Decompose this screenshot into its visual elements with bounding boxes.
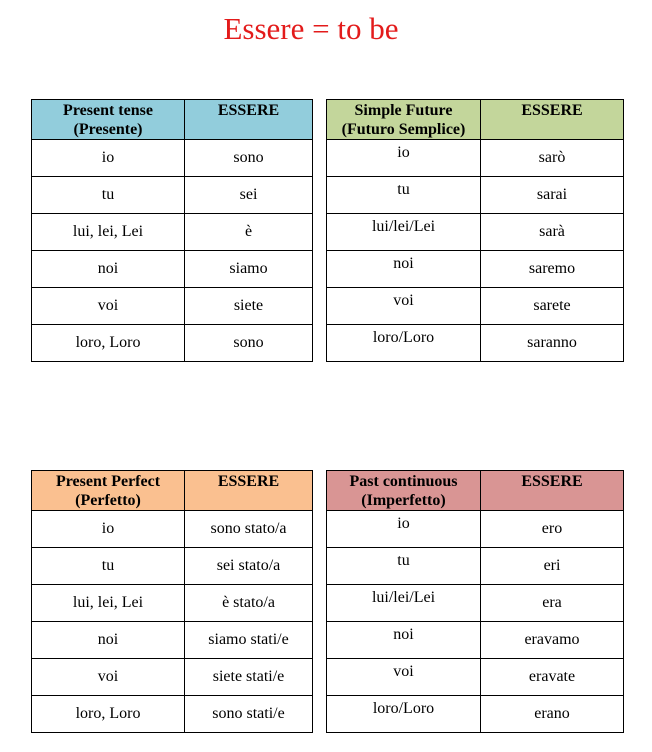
verb-header: ESSERE [481, 100, 624, 140]
tense-italian-name: (Perfetto) [75, 492, 141, 509]
conjugation-cell: era [481, 585, 624, 622]
conjugation-cell: sono stato/a [185, 511, 313, 548]
table-row [32, 288, 313, 325]
table-row [327, 214, 624, 251]
table-row [32, 214, 313, 251]
pronoun-cell: voi [32, 659, 185, 696]
table-row [327, 177, 624, 214]
table-row [327, 325, 624, 362]
tense-italian-name: (Presente) [73, 121, 143, 138]
tense-italian-name: (Imperfetto) [361, 492, 446, 509]
tense-name: Present tense [63, 102, 153, 119]
pronoun-cell: voi [327, 659, 481, 696]
table-row [327, 140, 624, 177]
conjugation-cell: siamo [185, 251, 313, 288]
simple-future-table [326, 99, 624, 362]
pronoun-cell: loro/Loro [327, 325, 481, 362]
conjugation-cell: sono [185, 325, 313, 362]
conjugation-cell: saranno [481, 325, 624, 362]
conjugation-cell: sono stati/e [185, 696, 313, 733]
tense-header [32, 471, 185, 511]
tense-header [327, 471, 481, 511]
conjugation-cell: eravamo [481, 622, 624, 659]
table-header-row [327, 100, 624, 140]
conjugation-cell: saremo [481, 251, 624, 288]
table-header-row [327, 471, 624, 511]
conjugation-cell: siamo stati/e [185, 622, 313, 659]
tense-header [327, 100, 481, 140]
conjugation-cell: eri [481, 548, 624, 585]
table-row [32, 325, 313, 362]
table-row [327, 511, 624, 548]
table-row [327, 585, 624, 622]
table-row [32, 511, 313, 548]
table-row [32, 696, 313, 733]
table-header-row [32, 471, 313, 511]
table-row [327, 251, 624, 288]
pronoun-cell: io [327, 511, 481, 548]
tense-name: Present Perfect [55, 473, 161, 490]
conjugation-cell: è stato/a [185, 585, 313, 622]
conjugation-cell: sei [185, 177, 313, 214]
table-row [32, 177, 313, 214]
table-row [32, 140, 313, 177]
pronoun-cell: io [32, 140, 185, 177]
verb-header: ESSERE [185, 471, 313, 511]
table-row [32, 659, 313, 696]
verb-header: ESSERE [481, 471, 624, 511]
pronoun-cell: lui, lei, Lei [32, 585, 185, 622]
conjugation-cell: sarete [481, 288, 624, 325]
table-row [32, 548, 313, 585]
verb-header: ESSERE [185, 100, 313, 140]
pronoun-cell: tu [327, 177, 481, 214]
pronoun-cell: tu [32, 177, 185, 214]
table-row [327, 659, 624, 696]
table-row [32, 585, 313, 622]
conjugation-cell: sarai [481, 177, 624, 214]
pronoun-cell: lui/lei/Lei [327, 585, 481, 622]
conjugation-cell: ero [481, 511, 624, 548]
pronoun-cell: noi [32, 251, 185, 288]
conjugation-cell: eravate [481, 659, 624, 696]
table-row [327, 696, 624, 733]
pronoun-cell: io [32, 511, 185, 548]
pronoun-cell: lui/lei/Lei [327, 214, 481, 251]
conjugation-cell: sarò [481, 140, 624, 177]
page-title: Essere = to be [223, 11, 399, 46]
conjugation-cell: sono [185, 140, 313, 177]
conjugation-cell: sarà [481, 214, 624, 251]
table-row [327, 622, 624, 659]
conjugation-cell: è [185, 214, 313, 251]
table-row [327, 288, 624, 325]
pronoun-cell: noi [327, 622, 481, 659]
tense-header [32, 100, 185, 140]
present-tense-table [31, 99, 313, 362]
pronoun-cell: loro, Loro [32, 325, 185, 362]
pronoun-cell: noi [327, 251, 481, 288]
pronoun-cell: voi [32, 288, 185, 325]
pronoun-cell: voi [327, 288, 481, 325]
pronoun-cell: loro, Loro [32, 696, 185, 733]
present-perfect-table [31, 470, 313, 733]
pronoun-cell: tu [327, 548, 481, 585]
pronoun-cell: tu [32, 548, 185, 585]
tense-name: Past continuous [349, 473, 458, 490]
table-row [32, 251, 313, 288]
conjugation-cell: siete [185, 288, 313, 325]
conjugation-cell: erano [481, 696, 624, 733]
table-header-row [32, 100, 313, 140]
conjugation-cell: sei stato/a [185, 548, 313, 585]
table-row [327, 548, 624, 585]
tense-italian-name: (Futuro Semplice) [341, 121, 466, 138]
pronoun-cell: io [327, 140, 481, 177]
tense-name: Simple Future [354, 102, 453, 119]
pronoun-cell: lui, lei, Lei [32, 214, 185, 251]
pronoun-cell: noi [32, 622, 185, 659]
pronoun-cell: loro/Loro [327, 696, 481, 733]
conjugation-cell: siete stati/e [185, 659, 313, 696]
table-row [32, 622, 313, 659]
past-continuous-table [326, 470, 624, 733]
